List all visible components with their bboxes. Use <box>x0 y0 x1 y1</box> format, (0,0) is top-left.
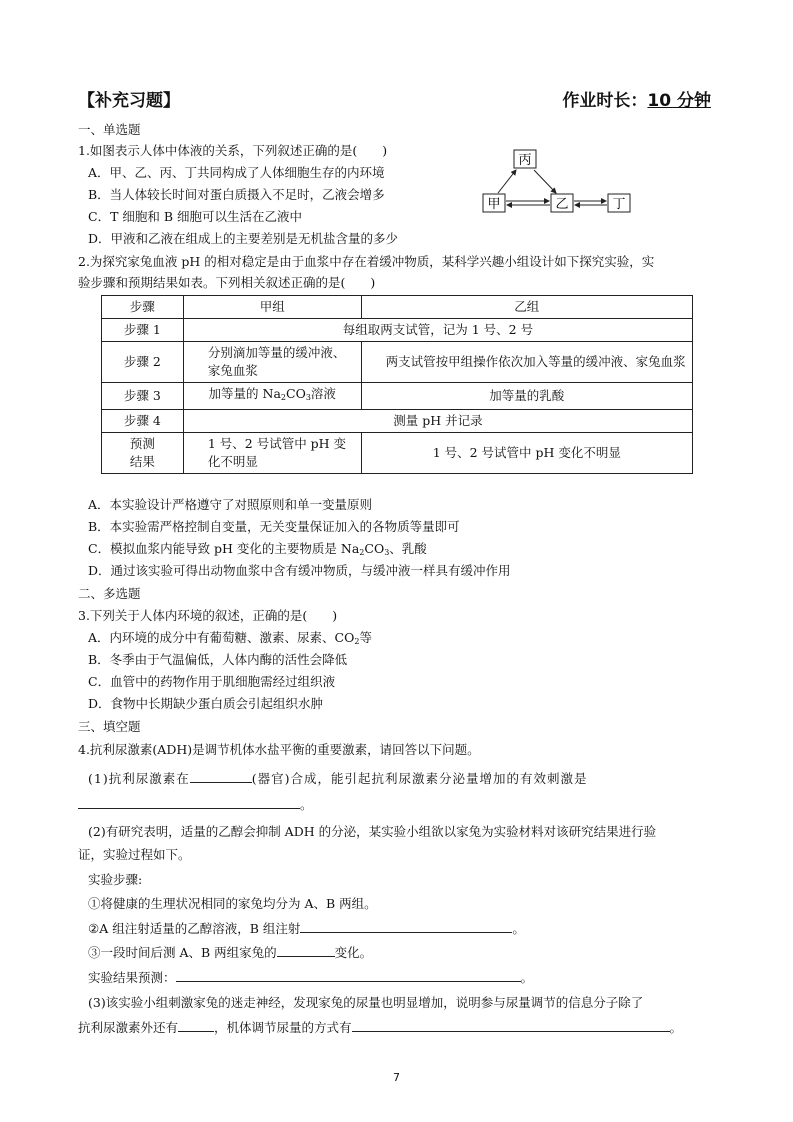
q4-prediction: 实验结果预测： 。 <box>88 970 534 985</box>
diagram-label-bing: 丙 <box>518 153 532 168</box>
duration-label: 作业时长： <box>562 91 648 111</box>
table-cell: 1 号、2 号试管中 pH 变化不明显 <box>183 433 361 474</box>
section-fill-in: 三、填空题 <box>78 719 141 734</box>
answer-blank-measure[interactable] <box>277 944 335 957</box>
table-row <box>102 383 693 410</box>
table-cell: 分别滴加等量的缓冲液、家兔血浆 <box>183 342 361 383</box>
q1-option-a: A．甲、乙、丙、丁共同构成了人体细胞生存的内环境 <box>88 165 385 180</box>
q2-stem-line1: 2.为探究家兔血液 pH 的相对稳定是由于血浆中存在着缓冲物质，某科学兴趣小组设计如下探究实验，实 <box>78 254 655 269</box>
worksheet-title: 【补充习题】 <box>78 91 180 111</box>
table-row <box>102 342 693 383</box>
q1-option-b: B．当人体较长时间对蛋白质摄入不足时，乙液会增多 <box>88 187 385 202</box>
table-cell: 1 号、2 号试管中 pH 变化不明显 <box>361 433 692 474</box>
q2-stem-line2: 验步骤和预期结果如表。下列相关叙述正确的是( ) <box>78 275 376 290</box>
diagram-label-ding: 丁 <box>612 197 626 212</box>
diagram-label-yi: 乙 <box>555 197 569 212</box>
table-cell: 两支试管按甲组操作依次加入等量的缓冲液、家兔血浆 <box>361 342 692 383</box>
q4-step3: ③一段时间后测 A、B 两组家兔的 变化。 <box>88 945 373 960</box>
q4-step2: ②A 组注射适量的乙醇溶液，B 组注射 。 <box>88 921 525 936</box>
page-number: 7 <box>393 1071 400 1084</box>
q2-option-a: A．本实验设计严格遵守了对照原则和单一变量原则 <box>88 497 373 512</box>
table-header-group-a: 甲组 <box>183 296 361 319</box>
duration-value: 10 分钟 <box>647 91 711 111</box>
q4-part1-line2: 。 <box>78 796 713 814</box>
section-single-choice: 一、单选题 <box>78 122 141 137</box>
table-step-label: 步骤 4 <box>102 410 184 433</box>
table-step-label: 步骤 3 <box>102 383 184 410</box>
section-multiple-choice: 二、多选题 <box>78 586 141 601</box>
answer-blank-regulation[interactable] <box>352 1019 670 1032</box>
q4-part3-line1: (3)该实验小组刺激家兔的迷走神经，发现家兔的尿量也明显增加，说明参与尿量调节的信息分子除了 <box>88 995 644 1010</box>
table-header-step: 步骤 <box>102 296 184 319</box>
table-cell: 加等量的 $Na_2CO_3$溶液 <box>183 383 361 410</box>
table-row <box>102 296 693 319</box>
table-cell: 每组取两支试管，记为 1 号、2 号 <box>183 319 692 342</box>
q4-part2-line2: 证，实验过程如下。 <box>78 847 191 862</box>
table-row <box>102 433 693 474</box>
q4-part3-line2: 抗利尿激素外还有 ，机体调节尿量的方式有 。 <box>78 1020 683 1035</box>
table-step-label: 步骤 2 <box>102 342 184 383</box>
q3-stem: 3.下列关于人体内环境的叙述，正确的是( ) <box>78 608 338 623</box>
homework-duration <box>562 86 711 111</box>
q3-option-d: D．食物中长期缺少蛋白质会引起组织水肿 <box>88 696 324 711</box>
q2-option-c: C．模拟血浆内能导致 pH 变化的主要物质是 $Na_2CO_3$、乳酸 <box>88 541 427 557</box>
diagram-label-jia: 甲 <box>487 197 501 212</box>
answer-blank-prediction[interactable] <box>176 969 521 982</box>
table-row <box>102 410 693 433</box>
table-row <box>102 319 693 342</box>
table-header-group-b: 乙组 <box>361 296 692 319</box>
q4-part2-line1: (2)有研究表明，适量的乙醇会抑制 ADH 的分泌，某实验小组欲以家兔为实验材料对该研究结果进行验 <box>88 824 657 839</box>
q1-option-c: C．T 细胞和 B 细胞可以生活在乙液中 <box>88 209 303 224</box>
q3-option-c: C．血管中的药物作用于肌细胞需经过组织液 <box>88 674 336 689</box>
q4-part1-line1: (1)抗利尿激素在 (器官)合成，能引起抗利尿激素分泌量增加的有效刺激是 <box>88 771 588 786</box>
experiment-table <box>101 295 693 474</box>
answer-blank-stimulus[interactable] <box>78 796 300 809</box>
table-step-label: 预测 结果 <box>102 433 184 474</box>
q4-steps-label: 实验步骤: <box>88 872 143 887</box>
q4-stem: 4.抗利尿激素(ADH)是调节机体水盐平衡的重要激素，请回答以下问题。 <box>78 742 480 757</box>
q1-option-d: D．甲液和乙液在组成上的主要差别是无机盐含量的多少 <box>88 231 399 246</box>
answer-blank-organ[interactable] <box>190 770 252 783</box>
table-cell: 测量 pH 并记录 <box>183 410 692 433</box>
q2-option-d: D．通过该实验可得出动物血浆中含有缓冲物质，与缓冲液一样具有缓冲作用 <box>88 563 511 578</box>
q3-option-a: A．内环境的成分中有葡萄糖、激素、尿素、$CO_2$等 <box>88 630 372 646</box>
table-cell: 加等量的乳酸 <box>361 383 692 410</box>
q1-stem: 1.如图表示人体中体液的关系，下列叙述正确的是( ) <box>78 143 388 158</box>
answer-blank-signal[interactable] <box>178 1019 214 1032</box>
q2-option-b: B．本实验需严格控制自变量，无关变量保证加入的各物质等量即可 <box>88 519 460 534</box>
q4-step1: ①将健康的生理状况相同的家兔均分为 A、B 两组。 <box>88 896 377 911</box>
answer-blank-injection[interactable] <box>300 920 512 933</box>
table-step-label: 步骤 1 <box>102 319 184 342</box>
body-fluid-diagram <box>478 144 638 224</box>
q3-option-b: B．冬季由于气温偏低，人体内酶的活性会降低 <box>88 652 348 667</box>
